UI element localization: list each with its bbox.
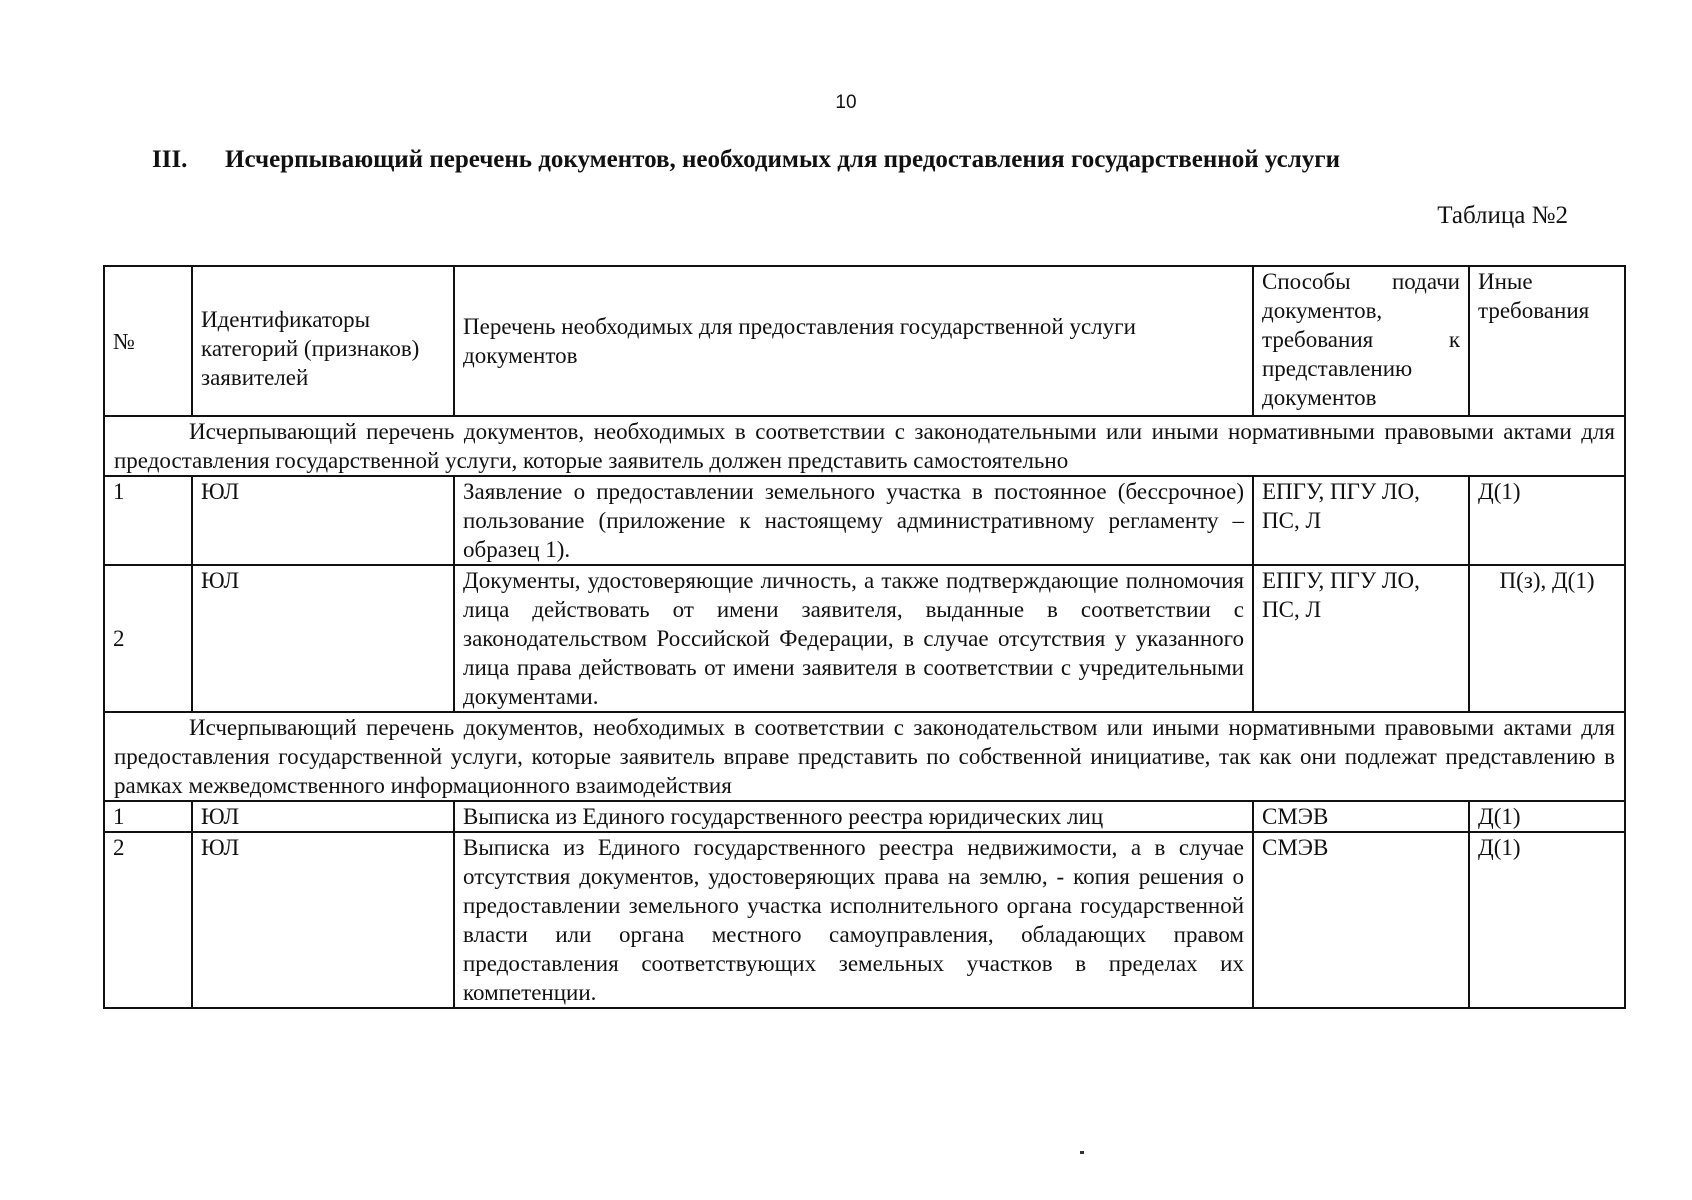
row-document: Документы, удостоверяющие личность, а также подтверждающие полномочия лица действовать от имени заявителя, выданные в соответствии с законодательством Российской Федерации, в случае отсутствия у указанного лица права действовать от имени заявителя в соответствии с учредительными документами. bbox=[454, 565, 1253, 712]
table-row bbox=[104, 832, 1625, 1008]
table-row bbox=[104, 565, 1625, 712]
row-other-requirements: Д(1) bbox=[1469, 476, 1625, 565]
row-applicant-id: ЮЛ bbox=[192, 565, 454, 712]
header-applicant-identifiers: Идентификаторы категорий (признаков) заявителей bbox=[192, 266, 454, 416]
row-submission-methods: СМЭВ bbox=[1253, 832, 1469, 1008]
header-other-requirements: Иные требования bbox=[1469, 266, 1625, 416]
row-document: Заявление о предоставлении земельного участка в постоянное (бессрочное) пользование (приложение к настоящему административному регламенту – образец 1). bbox=[454, 476, 1253, 565]
row-applicant-id: ЮЛ bbox=[192, 476, 454, 565]
section-title-mandatory: Исчерпывающий перечень документов, необходимых в соответствии с законодательными или иными нормативными правовыми актами для предоставления государственной услуги, которые заявитель должен представить самостоятельно bbox=[104, 416, 1625, 476]
section-row bbox=[104, 712, 1625, 801]
table-label: Таблица №2 bbox=[1437, 202, 1568, 229]
table-row bbox=[104, 476, 1625, 565]
section-row bbox=[104, 416, 1625, 476]
row-number: 1 bbox=[104, 476, 192, 565]
table-row bbox=[104, 801, 1625, 832]
header-number: № bbox=[104, 266, 192, 416]
scan-artifact-mark bbox=[1080, 1151, 1084, 1154]
section-heading bbox=[152, 146, 1340, 174]
row-other-requirements: П(з), Д(1) bbox=[1469, 565, 1625, 712]
section-heading-number: III. bbox=[152, 146, 188, 173]
page-number: 10 bbox=[835, 92, 857, 113]
table-header-row bbox=[104, 266, 1625, 416]
header-document-list: Перечень необходимых для предоставления государственной услуги документов bbox=[454, 266, 1253, 416]
row-number: 2 bbox=[104, 832, 192, 1008]
row-document: Выписка из Единого государственного реестра юридических лиц bbox=[454, 801, 1253, 832]
row-submission-methods: СМЭВ bbox=[1253, 801, 1469, 832]
row-other-requirements: Д(1) bbox=[1469, 801, 1625, 832]
section-heading-text: Исчерпывающий перечень документов, необходимых для предоставления государственной услуги bbox=[225, 146, 1340, 173]
row-number: 1 bbox=[104, 801, 192, 832]
documents-table bbox=[103, 265, 1626, 1009]
row-number: 2 bbox=[104, 565, 192, 712]
header-submission-methods: Способы подачи документов, требования к представлению документов bbox=[1253, 266, 1469, 416]
row-submission-methods: ЕПГУ, ПГУ ЛО, ПС, Л bbox=[1253, 476, 1469, 565]
row-submission-methods: ЕПГУ, ПГУ ЛО, ПС, Л bbox=[1253, 565, 1469, 712]
section-title-optional: Исчерпывающий перечень документов, необходимых в соответствии с законодательством или иными нормативными правовыми актами для предоставления государственной услуги, которые заявитель вправе представить по собственной инициативе, так как они подлежат представлению в рамках межведомственного информационного взаимодействия bbox=[104, 712, 1625, 801]
row-applicant-id: ЮЛ bbox=[192, 801, 454, 832]
row-other-requirements: Д(1) bbox=[1469, 832, 1625, 1008]
row-document: Выписка из Единого государственного реестра недвижимости, а в случае отсутствия документов, удостоверяющих права на землю, - копия решения о предоставлении земельного участка исполнительного органа государственной власти или органа местного самоуправления, обладающих правом предоставления соответствующих земельных участков в пределах их компетенции. bbox=[454, 832, 1253, 1008]
row-applicant-id: ЮЛ bbox=[192, 832, 454, 1008]
